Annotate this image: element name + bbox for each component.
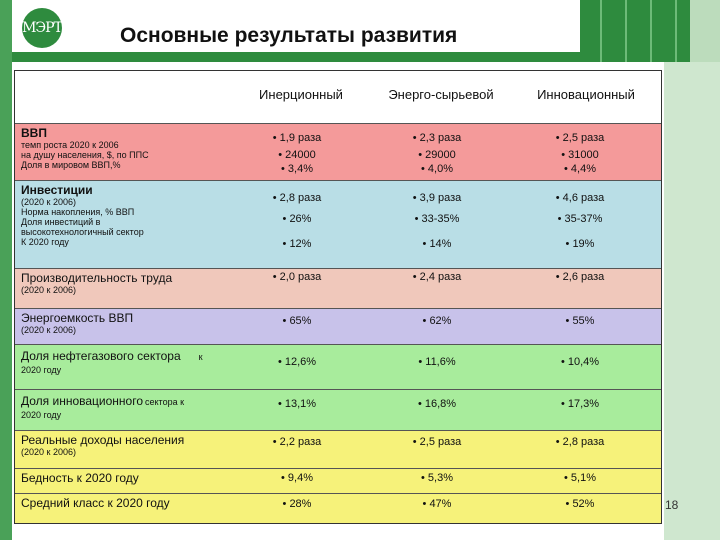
value-cell: • 35-37% — [557, 213, 603, 225]
value-cell: • 10,4% — [560, 356, 600, 368]
header-stripe — [625, 0, 627, 62]
table-row — [15, 430, 661, 468]
value-cell: • 5,3% — [421, 472, 453, 484]
left-decor-band — [0, 0, 12, 540]
value-cell: • 26% — [282, 213, 312, 225]
row-title-tail: к — [198, 352, 203, 362]
table-row — [15, 493, 661, 523]
value-cell: • 28% — [282, 498, 312, 510]
row-label — [21, 392, 221, 420]
value-cell: • 12,6% — [277, 356, 317, 368]
row-title: Доля инновационного — [21, 394, 144, 408]
row-subtitle: темп роста 2020 к 2006 — [21, 140, 119, 150]
row-subtitle: К 2020 году — [21, 237, 69, 247]
header-stripe — [650, 0, 652, 62]
row-subtitle: на душу населения, $, по ППС — [21, 150, 149, 160]
value-cell: • 19% — [565, 238, 595, 250]
value-cell: • 2,2 раза — [272, 436, 322, 448]
column-header: Энерго-сырьевой — [388, 87, 494, 102]
value-cell: • 17,3% — [560, 398, 600, 410]
results-table — [14, 70, 662, 524]
logo: МЭРТ — [22, 8, 62, 48]
table-header — [15, 71, 661, 121]
value-cell: • 2,8 раза — [272, 192, 322, 204]
table-row — [15, 123, 661, 180]
row-label — [21, 311, 221, 335]
value-cell: • 5,1% — [564, 472, 596, 484]
value-cell: • 16,8% — [417, 398, 457, 410]
value-cell: • 2,3 раза — [412, 132, 462, 144]
value-cell: • 65% — [282, 315, 312, 327]
column-header: Инновационный — [537, 87, 635, 102]
value-cell: • 47% — [422, 498, 452, 510]
header-stripe — [600, 0, 602, 62]
row-subtitle: (2020 к 2006) — [21, 447, 76, 457]
row-subtitle: (2020 к 2006) — [21, 325, 76, 335]
value-cell: • 2,5 раза — [412, 436, 462, 448]
value-cell: • 12% — [282, 238, 312, 250]
value-cell: • 4,6 раза — [555, 192, 605, 204]
row-label — [21, 126, 221, 170]
table-row — [15, 468, 661, 493]
row-title: Доля нефтегазового сектора — [21, 349, 181, 363]
row-title: Производительность труда — [21, 271, 173, 285]
value-cell: • 55% — [565, 315, 595, 327]
row-subtitle: (2020 к 2006) — [21, 285, 76, 295]
row-label — [21, 347, 221, 375]
table-row — [15, 344, 661, 389]
value-cell: • 9,4% — [281, 472, 313, 484]
value-cell: • 3,9 раза — [412, 192, 462, 204]
value-cell: • 1,9 раза — [272, 132, 322, 144]
row-subtitle: высокотехнологичный сектор — [21, 227, 144, 237]
value-cell: • 2,4 раза — [412, 271, 462, 283]
value-cell: • 24000 — [278, 149, 316, 161]
row-subtitle: Доля в мировом ВВП,% — [21, 160, 121, 170]
value-cell: • 3,4% — [281, 163, 313, 175]
value-cell: • 62% — [422, 315, 452, 327]
value-cell: • 2,0 раза — [272, 271, 322, 283]
row-subtitle: Норма накопления, % ВВП — [21, 207, 135, 217]
row-title: Бедность к 2020 году — [21, 471, 139, 485]
value-cell: • 2,5 раза — [555, 132, 605, 144]
table-row — [15, 180, 661, 268]
row-label — [21, 471, 221, 485]
row-title: Средний класс к 2020 году — [21, 496, 170, 510]
value-cell: • 4,4% — [564, 163, 596, 175]
value-cell: • 52% — [565, 498, 595, 510]
page-title: Основные результаты развития — [120, 24, 458, 47]
row-title-tail: сектора к — [145, 397, 185, 407]
row-label — [21, 496, 221, 510]
value-cell: • 2,6 раза — [555, 271, 605, 283]
table-row — [15, 308, 661, 344]
row-label — [21, 271, 221, 295]
value-cell: • 13,1% — [277, 398, 317, 410]
row-subtitle: 2020 году — [21, 365, 62, 375]
row-subtitle: Доля инвестиций в — [21, 217, 101, 227]
value-cell: • 11,6% — [418, 356, 456, 368]
row-label — [21, 433, 221, 457]
row-title: ВВП — [21, 126, 47, 140]
value-cell: • 31000 — [561, 149, 599, 161]
row-title: Инвестиции — [21, 183, 93, 197]
page-number: 18 — [665, 498, 679, 512]
row-label — [21, 183, 221, 247]
row-title: Энергоемкость ВВП — [21, 311, 134, 325]
value-cell: • 29000 — [418, 149, 456, 161]
value-cell: • 2,8 раза — [555, 436, 605, 448]
table-row — [15, 389, 661, 430]
row-title: Реальные доходы населения — [21, 433, 185, 447]
header-stripe — [675, 0, 677, 62]
row-subtitle: 2020 году — [21, 410, 62, 420]
value-cell: • 33-35% — [414, 213, 460, 225]
right-decor-panel — [664, 62, 720, 540]
row-subtitle: (2020 к 2006) — [21, 197, 76, 207]
value-cell: • 4,0% — [421, 163, 453, 175]
column-header: Инерционный — [259, 87, 343, 102]
value-cell: • 14% — [422, 238, 452, 250]
table-row — [15, 268, 661, 308]
